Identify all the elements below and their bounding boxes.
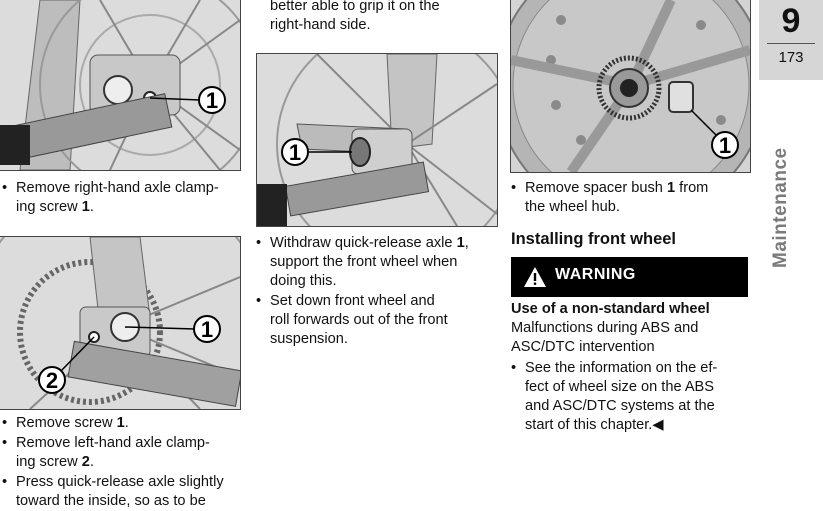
warning-box (511, 257, 748, 297)
step-remove-screw: • Remove screw 1. (2, 414, 252, 433)
chapter-divider (767, 43, 815, 44)
step-remove-spacer-bush: • Remove spacer bush 1 from the wheel hub. (511, 179, 761, 217)
callout-2: 2 (45, 368, 59, 393)
warning-title: Use of a non-standard wheel (511, 301, 710, 317)
section-heading: Installing front wheel (511, 230, 677, 248)
chapter-title: Maintenance (770, 147, 791, 268)
callout-1: 1 (205, 88, 219, 113)
callout-1: 1 (288, 140, 302, 165)
step-withdraw-quick-release-axle: • Withdraw quick-release axle 1, support the front wheel when doing this. (256, 234, 506, 291)
step-see-wheel-size-info: • See the information on the ef- fect of wheel size on the ABS and ASC/DTC systems at the start of this chapter.◀ (511, 359, 761, 435)
photo-axle-screws (0, 236, 241, 410)
step-set-down-front-wheel: • Set down front wheel and roll forwards out of the front suspension. (256, 292, 506, 349)
step-remove-right-axle-clamping-screw: • Remove right-hand axle clamp- ing screw 1. (2, 179, 252, 217)
step-press-quick-release-axle: • Press quick-release axle slightly toward the inside, so as to be (2, 473, 252, 511)
warning-label: WARNING (555, 266, 636, 283)
photo-quick-release-axle (256, 53, 498, 227)
photo-spacer-bush (510, 0, 751, 173)
step-remove-left-axle-clamping-screw: • Remove left-hand axle clamp- ing screw 2. (2, 434, 252, 472)
warning-triangle-icon (523, 266, 547, 288)
callout-1: 1 (718, 133, 732, 158)
continued-text: better able to grip it on the right-hand side. (270, 0, 440, 33)
chapter-number: 9 (781, 2, 801, 40)
warning-body: Malfunctions during ABS and ASC/DTC intervention (511, 320, 699, 355)
photo-axle-clamping-screw-right (0, 0, 241, 171)
page-number: 173 (778, 49, 804, 66)
end-of-section-icon: ◀ (652, 417, 664, 433)
callout-1: 1 (200, 317, 214, 342)
chapter-tab (759, 0, 823, 80)
